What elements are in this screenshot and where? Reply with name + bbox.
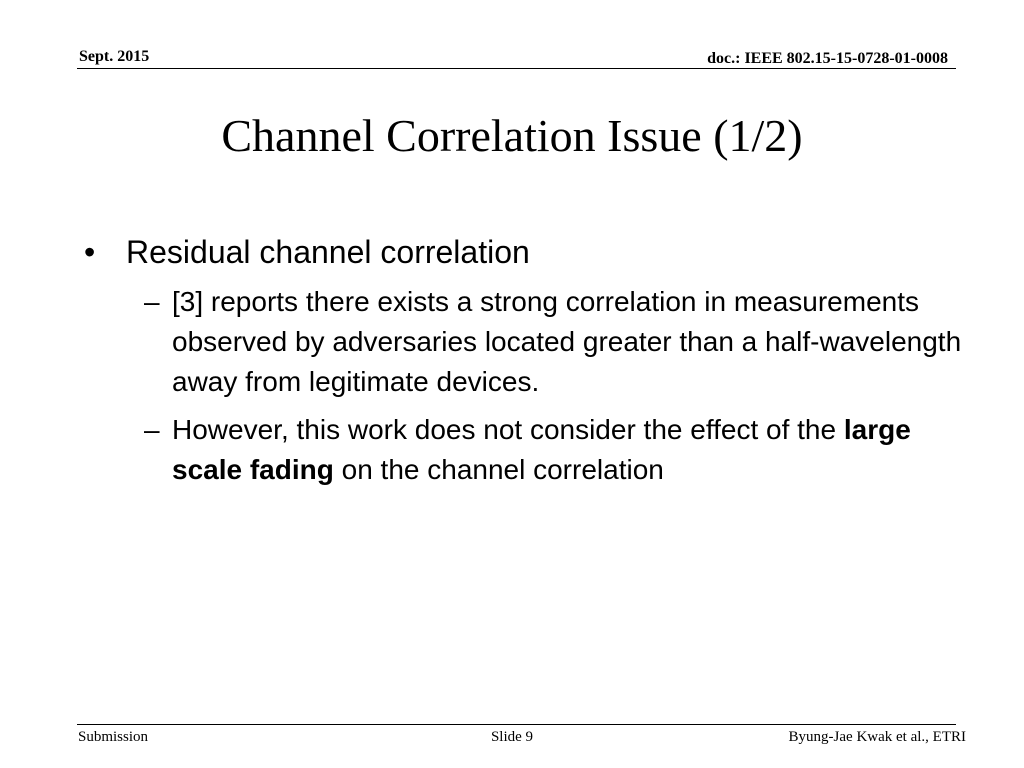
dash-mark: – [144,414,160,445]
dash-mark: – [144,286,160,317]
header-date: Sept. 2015 [79,48,150,65]
sub-bullet-item [144,410,964,490]
sub-bullet-text-part: on the channel correlation [333,454,664,485]
sub-bullet-text-part: However, this work does not consider the effect of the [172,414,844,445]
footer-submission: Submission [78,729,149,745]
sub-bullet-item [144,282,964,402]
bullet-item [84,228,964,276]
footer-slide-number: Slide 9 [490,729,534,745]
sub-bullet-text [172,410,964,490]
slide-body [84,228,964,490]
slide-title: Channel Correlation Issue (1/2) [221,110,803,161]
header-rule [77,68,956,69]
emphasis-text: large scale fading [172,414,911,485]
sub-bullet-text: [3] reports there exists a strong correlation in measurements observed by adversaries located greater than a half-wavelength away from legitimate devices. [172,286,962,397]
footer-author: Byung-Jae Kwak et al., ETRI [788,729,966,745]
bullet-mark: • [84,234,96,270]
header-doc-id: doc.: IEEE 802.15-15-0728-01-0008 [707,50,948,67]
footer-rule [77,724,956,725]
bullet-text: Residual channel correlation [126,234,530,270]
